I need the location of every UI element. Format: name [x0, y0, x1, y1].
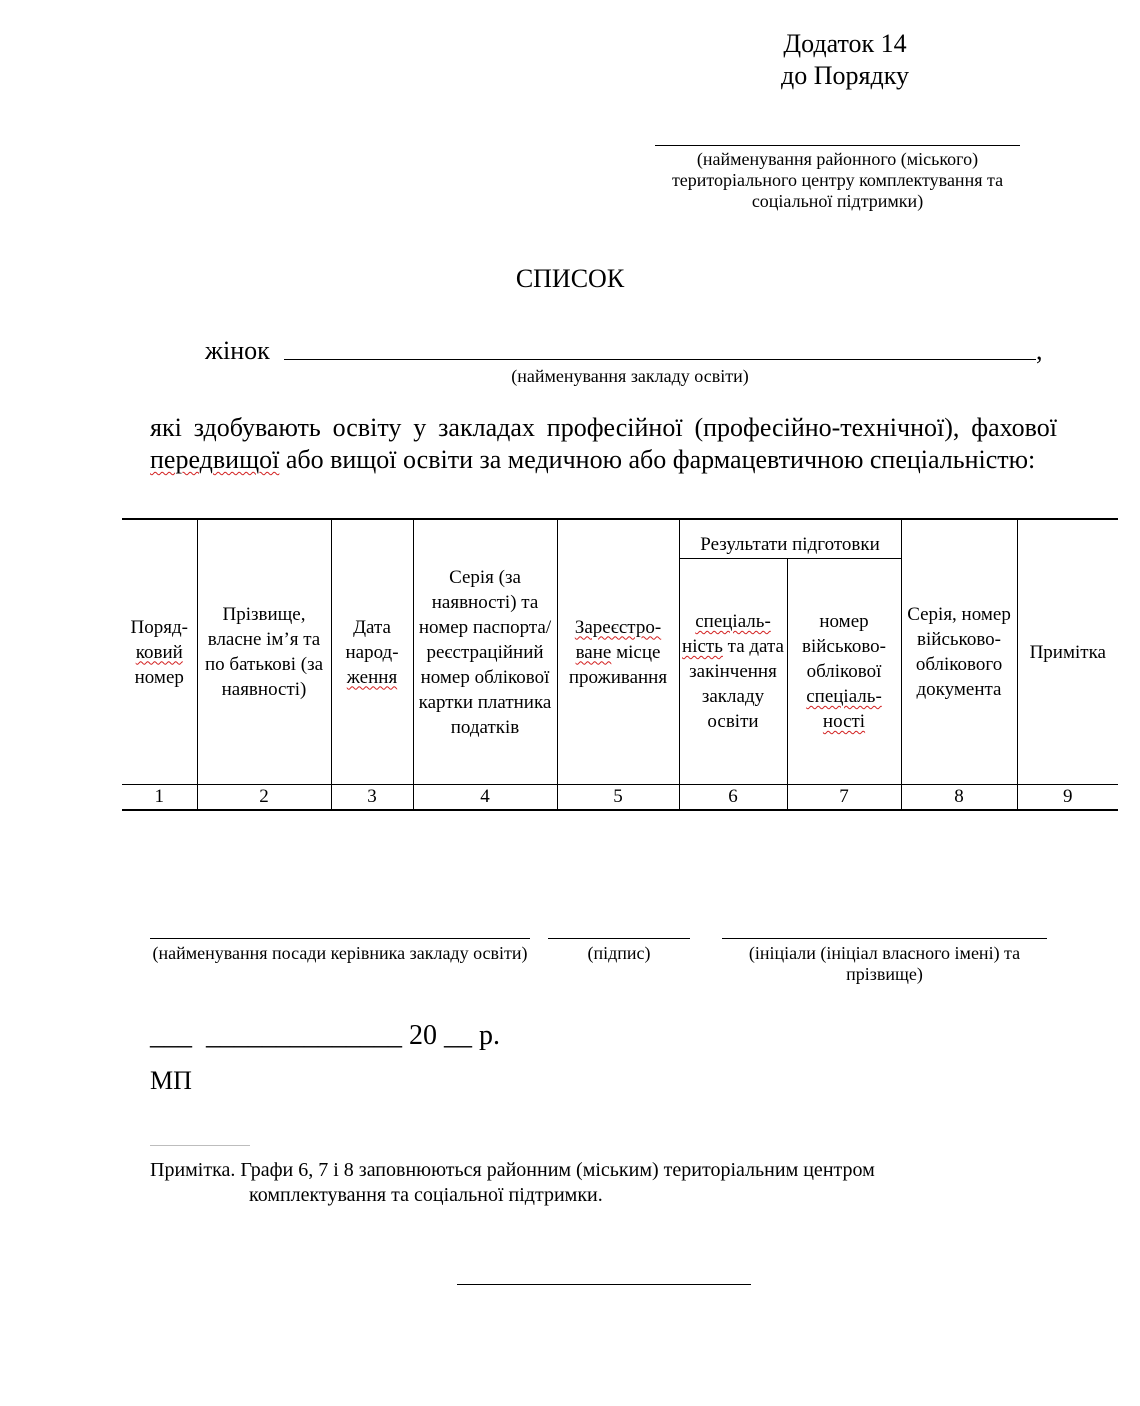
initials-caption: (ініціали (ініціал власного імені) та прізвище)	[748, 943, 1021, 984]
column-number: 1	[122, 785, 197, 811]
intro-text-2: або вищої освіти за медичною або фармацевтичною спеціальністю:	[279, 445, 1036, 474]
header-specialty: спеціаль- ність та дата закінчення закладу освіти	[679, 559, 787, 785]
header-full-name: Прізвище, власне ім’я та по батькові (за наявності)	[197, 519, 331, 785]
footnote	[150, 1158, 1010, 1208]
center-name-caption: (найменування районного (міського) територіального центру комплектування та соціальної підтримки)	[671, 149, 1004, 211]
intro-text-1: які здобувають освіту у закладах професійної (професійно-технічної), фахової	[150, 413, 1057, 442]
column-number: 6	[679, 785, 787, 811]
women-label: жінок	[205, 336, 270, 365]
column-number: 2	[197, 785, 331, 811]
column-number: 5	[557, 785, 679, 811]
intro-spell-word: передвищої	[150, 445, 280, 474]
signature-caption: (підпис)	[587, 943, 651, 963]
header-row-number: Поряд- ковий номер	[122, 519, 197, 785]
footnote-label: Примітка.	[150, 1159, 236, 1181]
header-training-results: Результати підготовки	[679, 519, 901, 559]
initials-line	[722, 938, 1047, 939]
end-separator-line	[457, 1284, 751, 1285]
column-number: 8	[901, 785, 1017, 811]
center-name-line	[655, 145, 1020, 146]
school-name-caption: (найменування закладу освіти)	[511, 366, 749, 386]
header-address: Зареєстро- ване місце проживання	[557, 519, 679, 785]
footnote-line-2: комплектування та соціальної підтримки.	[249, 1184, 603, 1206]
header-passport: Серія (за наявності) та номер паспорта/ реєстраційний номер облікової картки платника податків	[413, 519, 557, 785]
table-number-row	[122, 785, 1118, 811]
women-comma: ,	[1036, 336, 1043, 365]
page-title: СПИСОК	[515, 264, 625, 293]
header-military-specialty: номер військово-облікової спеціаль- ності	[787, 559, 901, 785]
stamp-label: МП	[150, 1066, 192, 1095]
footnote-separator	[150, 1145, 250, 1146]
date-line: ___ ______________ 20 __ р.	[150, 1020, 500, 1051]
footnote-line-1: Графи 6, 7 і 8 заповнюються районним (міським) територіальним центром	[235, 1159, 875, 1181]
column-number: 7	[787, 785, 901, 811]
position-caption: (найменування посади керівника закладу освіти)	[152, 943, 528, 963]
column-number: 9	[1017, 785, 1118, 811]
addendum-reference: до Порядку	[781, 61, 909, 90]
addendum-number: Додаток 14	[783, 29, 907, 58]
column-number: 4	[413, 785, 557, 811]
header-note: Примітка	[1017, 519, 1118, 785]
signature-line	[548, 938, 690, 939]
header-military-document: Серія, номер військово-облікового документа	[901, 519, 1017, 785]
intro-paragraph	[150, 412, 1057, 476]
position-signature-line	[150, 938, 530, 939]
school-name-line	[284, 359, 1036, 360]
table-header-row	[122, 519, 1118, 559]
column-number: 3	[331, 785, 413, 811]
addendum-header	[760, 28, 930, 92]
header-birth-date: Дата народ- ження	[331, 519, 413, 785]
women-list-table	[122, 518, 1118, 811]
